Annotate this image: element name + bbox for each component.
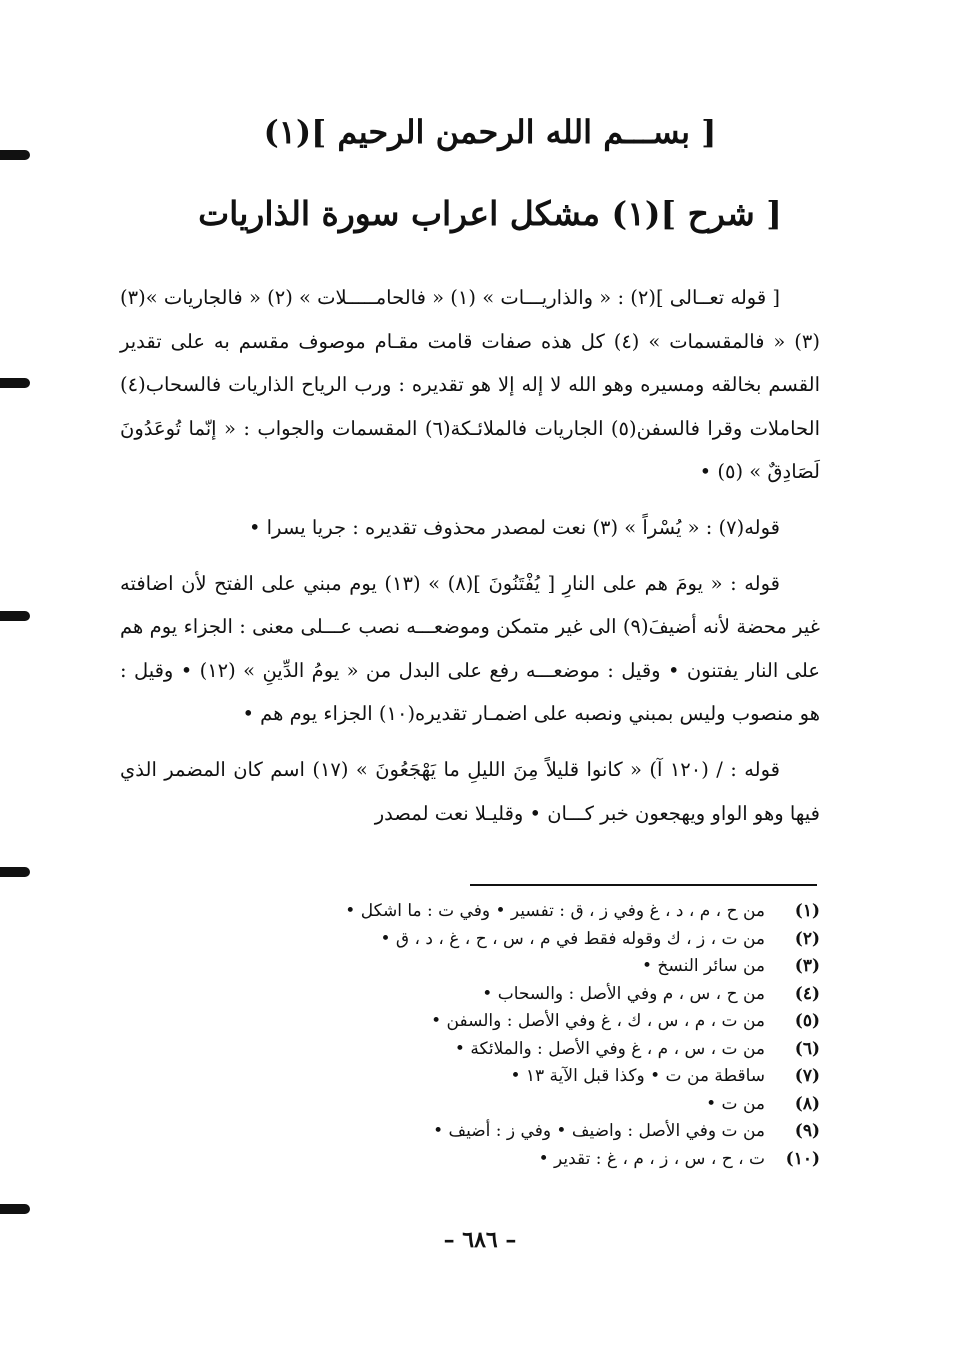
footnote-number: (١): [794, 901, 820, 921]
footnote-item: [190, 898, 820, 926]
margin-ink-mark: [0, 867, 30, 877]
footnote-text: من سائر النسخ •: [642, 956, 765, 976]
footnote-text: ت ، ح ، س ، ز ، م ، غ : تقدير •: [538, 1148, 765, 1169]
footnote-text: من ح ، م ، د ، غ وفي ز ، ق : تفسير • وفي ت : ما اشكل •: [345, 901, 765, 921]
footnote-text: من ت ، ز ، ك وقوله فقط في م ، س ، ح ، غ ، د ، ق •: [380, 928, 765, 949]
footnote-item: [190, 953, 820, 981]
paragraph: [ قوله تعــالى ](٢) : « والذاريـــات » (١) « فالحامـــــلات » (٢) « فالجاريات »(٣) (٣) « فالمقسمات » (٤) كل هذه صفات قامت مقـام موصوف مقسم به على تقدير القسم بخالقه ومسيره وهو الله لا إله إلا هو تقديره : ورب الرياح الذاريات فالسحاب(٤) الحاملات وقرا فالسفن(٥) الجاريات فالملائـكة(٦) المقسمات والجواب : « إنّما تُوعَدُونَ لَصَادِقٌ » (٥) •: [120, 286, 820, 484]
footnote-number: (٦): [794, 1038, 820, 1059]
paragraph: قوله : « يومَ هم على النارِ [ يُفْتَنُونَ ](٨) » (١٣) يوم مبني على الفتح لأن اضافته غير محضة لأنه أضيفَ(٩) الى غير متمكن وموضعـــه نصب عـــلى معنى : الجزاء يوم هم على النار يفتنون • وقيل : موضعـــه رفع على البدل من « يومُ الدِّينِ » (١٢) • وقيل : هو منصوب وليس بمبني ونصبه على اضمـار تقديره(١٠) الجزاء يوم هم •: [120, 571, 820, 726]
main-text: [120, 276, 820, 835]
footnote-number: (٥): [794, 1011, 820, 1031]
footnote-item: [190, 1146, 820, 1174]
margin-ink-mark: [0, 150, 30, 160]
footnote-number: (٢): [794, 928, 820, 949]
footnote-text: من ت ، م ، س ، ك ، غ وفي الأصل : والسفن •: [431, 1011, 765, 1031]
footnote-number: (٨): [794, 1093, 820, 1114]
footnote-text: ساقطة من ت • وكذا قبل الآية ١٣ •: [510, 1066, 765, 1086]
margin-ink-mark: [0, 378, 30, 388]
footnote-text: من ت ، س ، م ، غ وفي الأصل : والملائكة •: [454, 1038, 765, 1059]
footnote-number: (١٠): [785, 1148, 820, 1169]
footnote-item: [190, 981, 820, 1009]
footnote-item: [190, 1118, 820, 1146]
footnote-number: (٣): [794, 956, 820, 976]
footnote-text: من ت •: [706, 1093, 765, 1114]
margin-ink-mark: [0, 1204, 30, 1214]
footnote-number: (٧): [794, 1066, 820, 1086]
margin-ink-mark: [0, 611, 30, 621]
page-title: [ شرح ](١) مشكل اعراب سورة الذاريات: [198, 194, 782, 233]
footnote-separator: [470, 884, 817, 886]
footnote-item: [190, 1091, 820, 1119]
footnote-item: [190, 926, 820, 954]
paragraph: قوله(٧) : « يُسْراً » (٣) نعت لمصدر محذوف تقديره : جريا يسرا •: [248, 515, 780, 539]
page-number: – ٦٨٦ –: [443, 1227, 517, 1253]
footnote-text: من ح ، س ، م وفي الأصل : والسحاب •: [482, 983, 765, 1004]
basmala-heading: [ بســـم الله الرحمن الرحيم ](١): [263, 113, 717, 151]
footnote-item: [190, 1036, 820, 1064]
footnote-item: [190, 1063, 820, 1091]
footnote-item: [190, 1008, 820, 1036]
footnote-number: (٩): [794, 1121, 820, 1141]
footnote-number: (٤): [794, 983, 820, 1004]
footnote-text: من ت وفي الأصل : واضيف • وفي ز : أضيف •: [433, 1121, 765, 1141]
footnote-list: [190, 898, 820, 1173]
paragraph: قوله : / (١٢٠ آ) « كانوا قليلاً مِنَ الليلِ ما يَهْجَعُونَ » (١٧) اسم كان المضمر الذي فيها وهو الواو ويهجعون خبر كـــان • وقليـلا نعت لمصدر: [120, 757, 820, 825]
